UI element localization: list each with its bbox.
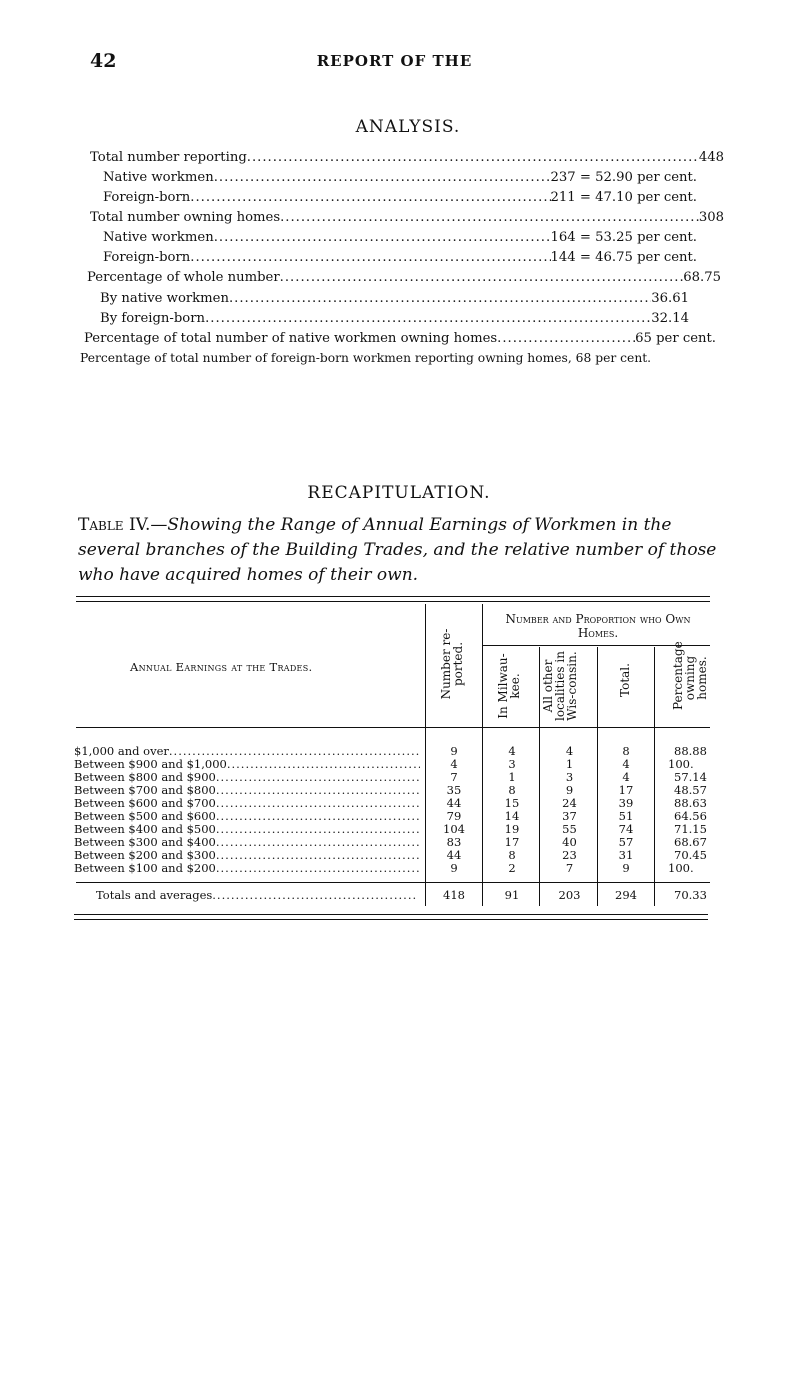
cell-other: 1	[565, 757, 574, 771]
cell-total: 4	[622, 757, 630, 771]
analysis-line: By foreign-born ..... 32.14	[100, 311, 689, 327]
group-header: Number and Proportion who Own Homes.	[505, 612, 691, 640]
cell-pct: 70.45	[674, 848, 707, 862]
analysis-line: Percentage of whole number ..... 68.75	[87, 270, 721, 286]
table-bottom-rule	[74, 914, 708, 915]
analysis-heading: ANALYSIS.	[355, 117, 461, 137]
col-total-header: Total.	[618, 663, 632, 697]
cell-other: 40	[562, 835, 577, 849]
analysis-line: By native workmen ..... 36.61	[100, 291, 689, 307]
cell-pct: 57.14	[674, 770, 707, 784]
cell-other: 9	[565, 783, 574, 797]
cell-other: 3	[565, 770, 574, 784]
column-rule	[425, 604, 426, 906]
cell-other: 24	[562, 796, 577, 810]
cell-reported: 44	[446, 848, 462, 862]
caption-dash: —	[150, 515, 168, 535]
cell-milwaukee: 3	[508, 757, 516, 771]
analysis-line: Foreign-born ..... 211 = 47.10 per cent.	[103, 190, 697, 206]
table-bottom-rule	[74, 919, 708, 920]
total-total: 294	[615, 888, 637, 902]
cell-reported: 7	[450, 770, 458, 784]
caption-text: Showing the Range of Annual Earnings of Workmen in the several branches of the Building Trades, and the relative number of those who have acquired homes of their own.	[78, 515, 717, 585]
total-other: 203	[558, 888, 581, 902]
cell-total: 17	[618, 783, 634, 797]
cell-total: 8	[622, 744, 630, 758]
cell-pct: 100.	[668, 861, 694, 875]
table-caption	[78, 513, 718, 588]
cell-total: 57	[618, 835, 634, 849]
cell-pct: 48.57	[674, 783, 707, 797]
table-row-label: Between $900 and $1,000 .....	[74, 758, 420, 771]
column-rule	[482, 604, 483, 906]
table-row-label: Between $800 and $900 .....	[74, 771, 420, 784]
analysis-line: Percentage of total number of native workmen owning homes ..... 65 per cent.	[84, 331, 716, 347]
cell-milwaukee: 14	[504, 809, 520, 823]
total-milwaukee: 91	[504, 888, 520, 902]
totals-row-label: Totals and averages .....	[96, 889, 416, 902]
recap-heading: RECAPITULATION.	[307, 483, 491, 503]
cell-other: 23	[562, 848, 577, 862]
cell-other: 4	[565, 744, 574, 758]
running-title: REPORT OF THE	[316, 52, 473, 70]
cell-pct: 64.56	[674, 809, 707, 823]
analysis-line: Total number owning homes ..... 308	[90, 210, 724, 226]
column-rule	[654, 647, 655, 906]
total-reported: 418	[443, 888, 465, 902]
cell-total: 51	[618, 809, 634, 823]
cell-milwaukee: 8	[508, 783, 516, 797]
table-row-label: $1,000 and over .....	[74, 745, 420, 758]
col-percentage-header: Percentage owning homes.	[671, 641, 709, 710]
table-top-rule	[76, 601, 710, 602]
cell-reported: 9	[450, 861, 458, 875]
page-number: 42	[90, 50, 117, 72]
cell-pct: 68.67	[674, 835, 707, 849]
column-rule	[597, 647, 598, 906]
col-milwaukee-header: In Milwau-kee.	[496, 653, 522, 719]
col-reported-header: Number re-ported.	[439, 628, 465, 700]
table-top-rule	[76, 596, 710, 597]
cell-total: 74	[618, 822, 634, 836]
table-row-label: Between $400 and $500 .....	[74, 823, 420, 836]
col-earnings-header: Annual Earnings at the Trades.	[130, 660, 313, 674]
cell-total: 31	[618, 848, 634, 862]
cell-pct: 71.15	[674, 822, 707, 836]
cell-total: 4	[622, 770, 630, 784]
cell-pct: 88.63	[674, 796, 707, 810]
analysis-line: Native workmen ..... 237 = 52.90 per cent.	[103, 170, 697, 186]
table-row-label: Between $100 and $200 .....	[74, 862, 420, 875]
table-row-label: Between $500 and $600 .....	[74, 810, 420, 823]
total-pct: 70.33	[674, 888, 707, 902]
cell-reported: 44	[446, 796, 462, 810]
cell-reported: 83	[446, 835, 462, 849]
cell-milwaukee: 4	[508, 744, 516, 758]
cell-reported: 35	[446, 783, 462, 797]
analysis-line: Total number reporting ..... 448	[90, 150, 724, 166]
cell-milwaukee: 2	[508, 861, 516, 875]
header-bottom-rule	[76, 727, 710, 728]
cell-total: 9	[622, 861, 630, 875]
totals-rule	[76, 882, 710, 883]
cell-total: 39	[618, 796, 634, 810]
table-label: Table IV.	[78, 515, 151, 535]
cell-pct: 88.88	[674, 744, 707, 758]
table-row-label: Between $600 and $700 .....	[74, 797, 420, 810]
analysis-line: Native workmen ..... 164 = 53.25 per cent.	[103, 230, 697, 246]
cell-other: 55	[562, 822, 577, 836]
cell-pct: 100.	[668, 757, 694, 771]
table-row-label: Between $700 and $800 .....	[74, 784, 420, 797]
cell-milwaukee: 1	[508, 770, 516, 784]
cell-reported: 4	[450, 757, 458, 771]
cell-milwaukee: 8	[508, 848, 516, 862]
cell-milwaukee: 15	[504, 796, 520, 810]
analysis-line: Foreign-born ..... 144 = 46.75 per cent.	[103, 250, 697, 266]
cell-milwaukee: 19	[504, 822, 520, 836]
table-row-label: Between $300 and $400 .....	[74, 836, 420, 849]
cell-reported: 79	[446, 809, 462, 823]
cell-reported: 9	[450, 744, 458, 758]
analysis-line: Percentage of total number of foreign-born workmen reporting owning homes, 68 per cent.	[80, 351, 652, 365]
cell-other: 7	[565, 861, 574, 875]
col-other-header: All other localities in Wis-consin.	[541, 651, 579, 721]
table-row-label: Between $200 and $300 .....	[74, 849, 420, 862]
cell-milwaukee: 17	[504, 835, 520, 849]
cell-reported: 104	[443, 822, 465, 836]
column-rule	[539, 647, 540, 906]
cell-other: 37	[562, 809, 577, 823]
